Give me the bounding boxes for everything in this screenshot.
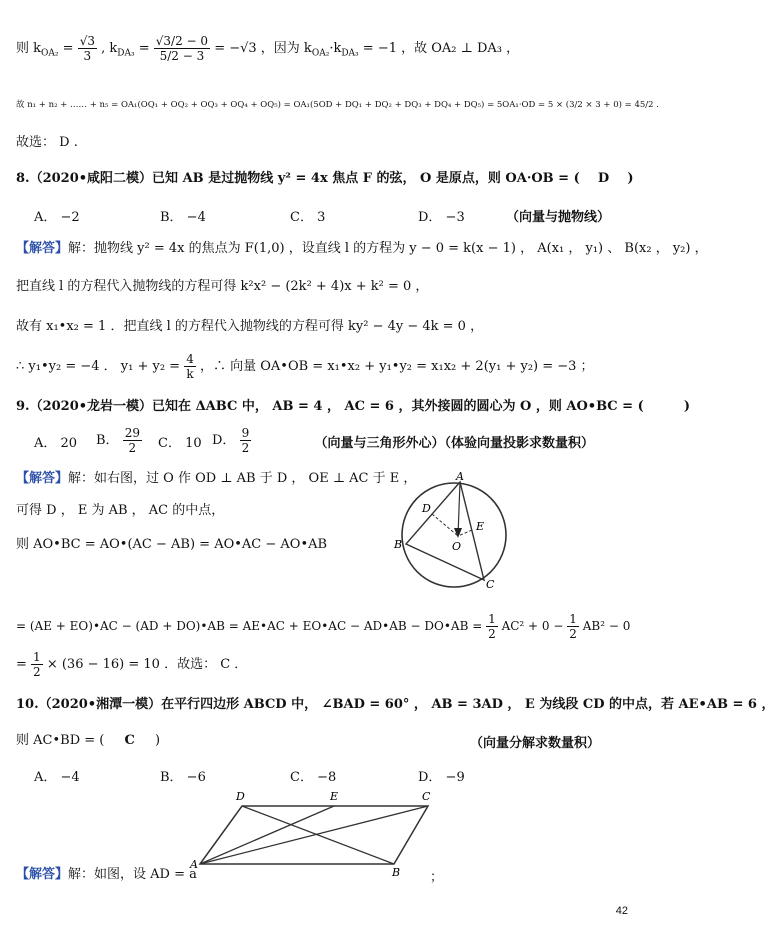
- label-c: C: [486, 578, 495, 591]
- q9-solution-4: = (AE + EO)•AC − (AD + DO)•AB = AE•AC + EO•AC − AD•AB − DO•AB = $\frac{1}{2}$ AC² + 0 − $\frac{1}{2}$ AB² − 0: [16, 612, 631, 641]
- q8-option-c: C． 3: [290, 210, 326, 225]
- circumcircle: [402, 483, 506, 587]
- q10-option-c: C． −8: [290, 770, 337, 785]
- segment-ao: [458, 482, 460, 536]
- q9-option-a: A． 20: [34, 436, 78, 451]
- q8-option-b: B． −4: [160, 210, 206, 225]
- label-b: B: [394, 538, 403, 551]
- q8-option-a: A． −2: [34, 210, 80, 225]
- circle-figure: [388, 470, 518, 592]
- parallelogram-figure: [186, 786, 448, 880]
- line-choose-d: 故选： D .: [16, 135, 78, 150]
- q9-topic-tag: （向量与三角形外心）（体验向量投影求数量积）: [314, 436, 594, 451]
- line-sum: 故 n₁ + n₂ + …… + n₅ = OA₁(OQ₁ + OQ₂ + OQ₃ + OQ₄ + OQ₅) = OA₁(5OD + DQ₁ + DQ₂ + DQ₃ + DQ₄ + DQ₅) = 5OA₁·OD = 5 × (3/2 × 3 + 0) = 45/2 .: [16, 100, 659, 110]
- page-number: 42: [615, 905, 628, 917]
- label-e10: E: [330, 790, 339, 803]
- question-10-line2: 则 AC•BD = ( C ): [16, 733, 161, 748]
- label-o: O: [452, 540, 462, 553]
- question-9: 9.（2020•龙岩一模）已知在 ΔABC 中， AB = 4 ， AC = 6 ，其外接圆的圆心为 O ，则 AO•BC = ( ): [16, 399, 691, 414]
- diagonal-bd: [242, 806, 394, 864]
- label-c10: C: [422, 790, 431, 803]
- q8-topic-tag: （向量与抛物线）: [505, 210, 610, 225]
- q8-solution-1: 【解答】解：抛物线 y² = 4x 的焦点为 F(1,0) ，设直线 l 的方程为 y − 0 = k(x − 1) ， A(x₁ ， y₁) 、 B(x₂ ， y₂) ，: [16, 241, 708, 256]
- arrow-head-o: [454, 528, 462, 538]
- segment-od: [432, 514, 458, 536]
- question-8-answer: D: [597, 171, 610, 186]
- q8-solution-2: 把直线 l 的方程代入抛物线的方程可得 k²x² − (2k² + 4)x + k² = 0 ，: [16, 279, 429, 294]
- q9-option-b: B． $\frac{29}{2}$: [96, 426, 140, 455]
- label-a: A: [456, 470, 464, 483]
- label-e: E: [476, 520, 485, 533]
- question-10-answer: C: [124, 733, 135, 748]
- q9-option-d: D． $\frac{9}{2}$: [212, 426, 250, 455]
- label-d10: D: [236, 790, 245, 803]
- question-8: 8.（2020•咸阳二模）已知 AB 是过抛物线 y² = 4x 焦点 F 的弦， O 是原点，则 OA·OB = ( D ): [16, 171, 634, 186]
- label-d: D: [422, 502, 431, 515]
- q9-option-c: C． 10: [158, 436, 202, 451]
- q8-solution-4: ∴ y₁•y₂ = −4 ． y₁ + y₂ = $\frac{4}{k}$ ，∴ 向量 OA•OB = x₁•x₂ + y₁•y₂ = x₁x₂ + 2(y₁ + y₂) = −3 ；: [16, 352, 594, 381]
- label-b10: B: [392, 866, 401, 879]
- q10-semicolon: ；: [430, 870, 444, 885]
- q10-option-d: D． −9: [418, 770, 465, 785]
- q8-solution-3: 故有 x₁•x₂ = 1 ．把直线 l 的方程代入抛物线的方程可得 ky² − 4y − 4k = 0 ，: [16, 319, 484, 334]
- q9-solution-3: 则 AO•BC = AO•(AC − AB) = AO•AC − AO•AB: [16, 537, 328, 552]
- q10-option-b: B． −6: [160, 770, 206, 785]
- q10-topic-tag: （向量分解求数量积）: [469, 736, 600, 751]
- q9-solution-2: 可得 D ， E 为 AB ， AC 的中点，: [16, 503, 225, 518]
- question-10: 10.（2020•湘潭一模）在平行四边形 ABCD 中， ∠BAD = 60° ， AB = 3AD ， E 为线段 CD 的中点，若 AE•AB = 6 ，: [16, 697, 774, 712]
- q8-option-d: D． −3: [418, 210, 465, 225]
- label-a10: A: [190, 858, 198, 871]
- q10-option-a: A． −4: [34, 770, 80, 785]
- q10-solution-1: 【解答】解：如图，设 AD = a: [16, 867, 197, 882]
- q9-solution-5: = $\frac{1}{2}$ × (36 − 16) = 10 ．故选： C ．: [16, 650, 248, 679]
- line-kslope: 则 $k_{OA_2}$ = $\frac{√3}{3}$ , $k_{DA_3}$ = $\frac{√3/2 - 0}{5/2 - 3}$ = −√3 ，因为 $k_{OA_2}\cdot k_{DA_3} = -1$ ，故 OA₂ ⊥ DA₃ ，: [16, 34, 520, 63]
- q9-solution-1: 【解答】解：如右图，过 O 作 OD ⊥ AB 于 D ， OE ⊥ AC 于 E ，: [16, 471, 417, 486]
